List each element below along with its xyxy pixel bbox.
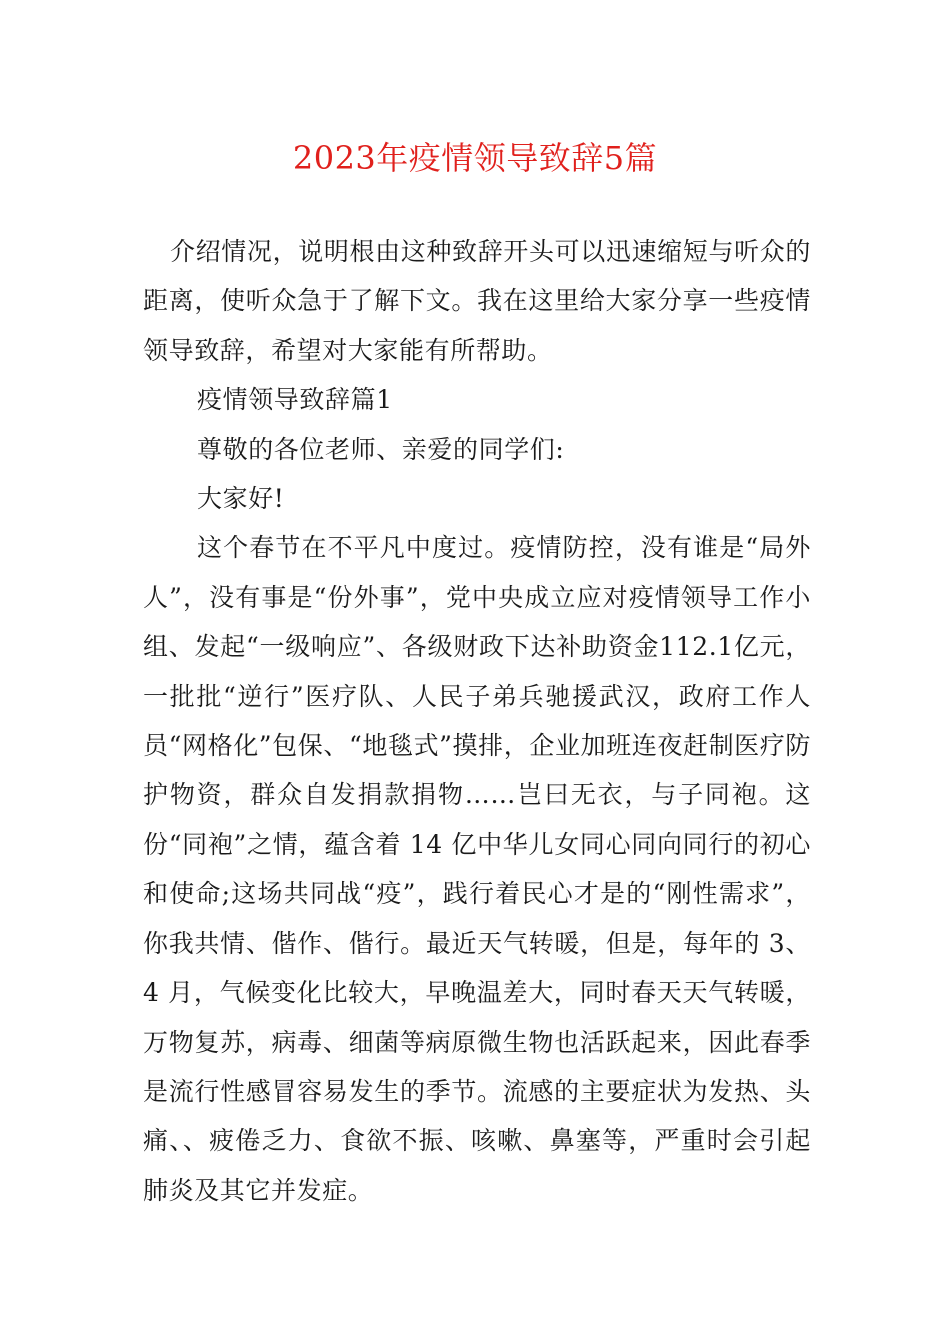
salutation-paragraph: 尊敬的各位老师、亲爱的同学们: <box>197 434 565 464</box>
document-body <box>143 227 811 1215</box>
section-heading: 疫情领导致辞篇1 <box>197 385 393 415</box>
greeting-paragraph: 大家好! <box>197 484 285 514</box>
intro-paragraph: 介绍情况，说明根由这种致辞开头可以迅速缩短与听众的距离，使听众急于了解下文。我在这里给大家分享一些疫情领导致辞，希望对大家能有所帮助。 <box>143 237 811 365</box>
document-title: 2023年疫情领导致辞5篇 <box>292 139 658 177</box>
body-paragraph: 这个春节在不平凡中度过。疫情防控，没有谁是“局外人”，没有事是“份外事”，党中央成立应对疫情领导工作小组、发起“一级响应”、各级财政下达补助资金112.1亿元，一批批“逆行”医疗队、人民子弟兵驰援武汉，政府工作人员“网格化”包保、“地毯式”摸排，企业加班连夜赶制医疗防护物资，群众自发捐款捐物……岂曰无衣，与子同袍。这份“同袍”之情，蕴含着 14 亿中华儿女同心同向同行的初心和使命;这场共同战“疫”，践行着民心才是的“刚性需求”，你我共情、偕作、偕行。最近天气转暖，但是，每年的 3、4 月，气候变化比较大，早晚温差大，同时春天天气转暖，万物复苏，病毒、细菌等病原微生物也活跃起来，因此春季是流行性感冒容易发生的季节。流感的主要症状为发热、头痛、、疲倦乏力、食欲不振、咳嗽、鼻塞等，严重时会引起肺炎及其它并发症。 <box>143 533 811 1205</box>
